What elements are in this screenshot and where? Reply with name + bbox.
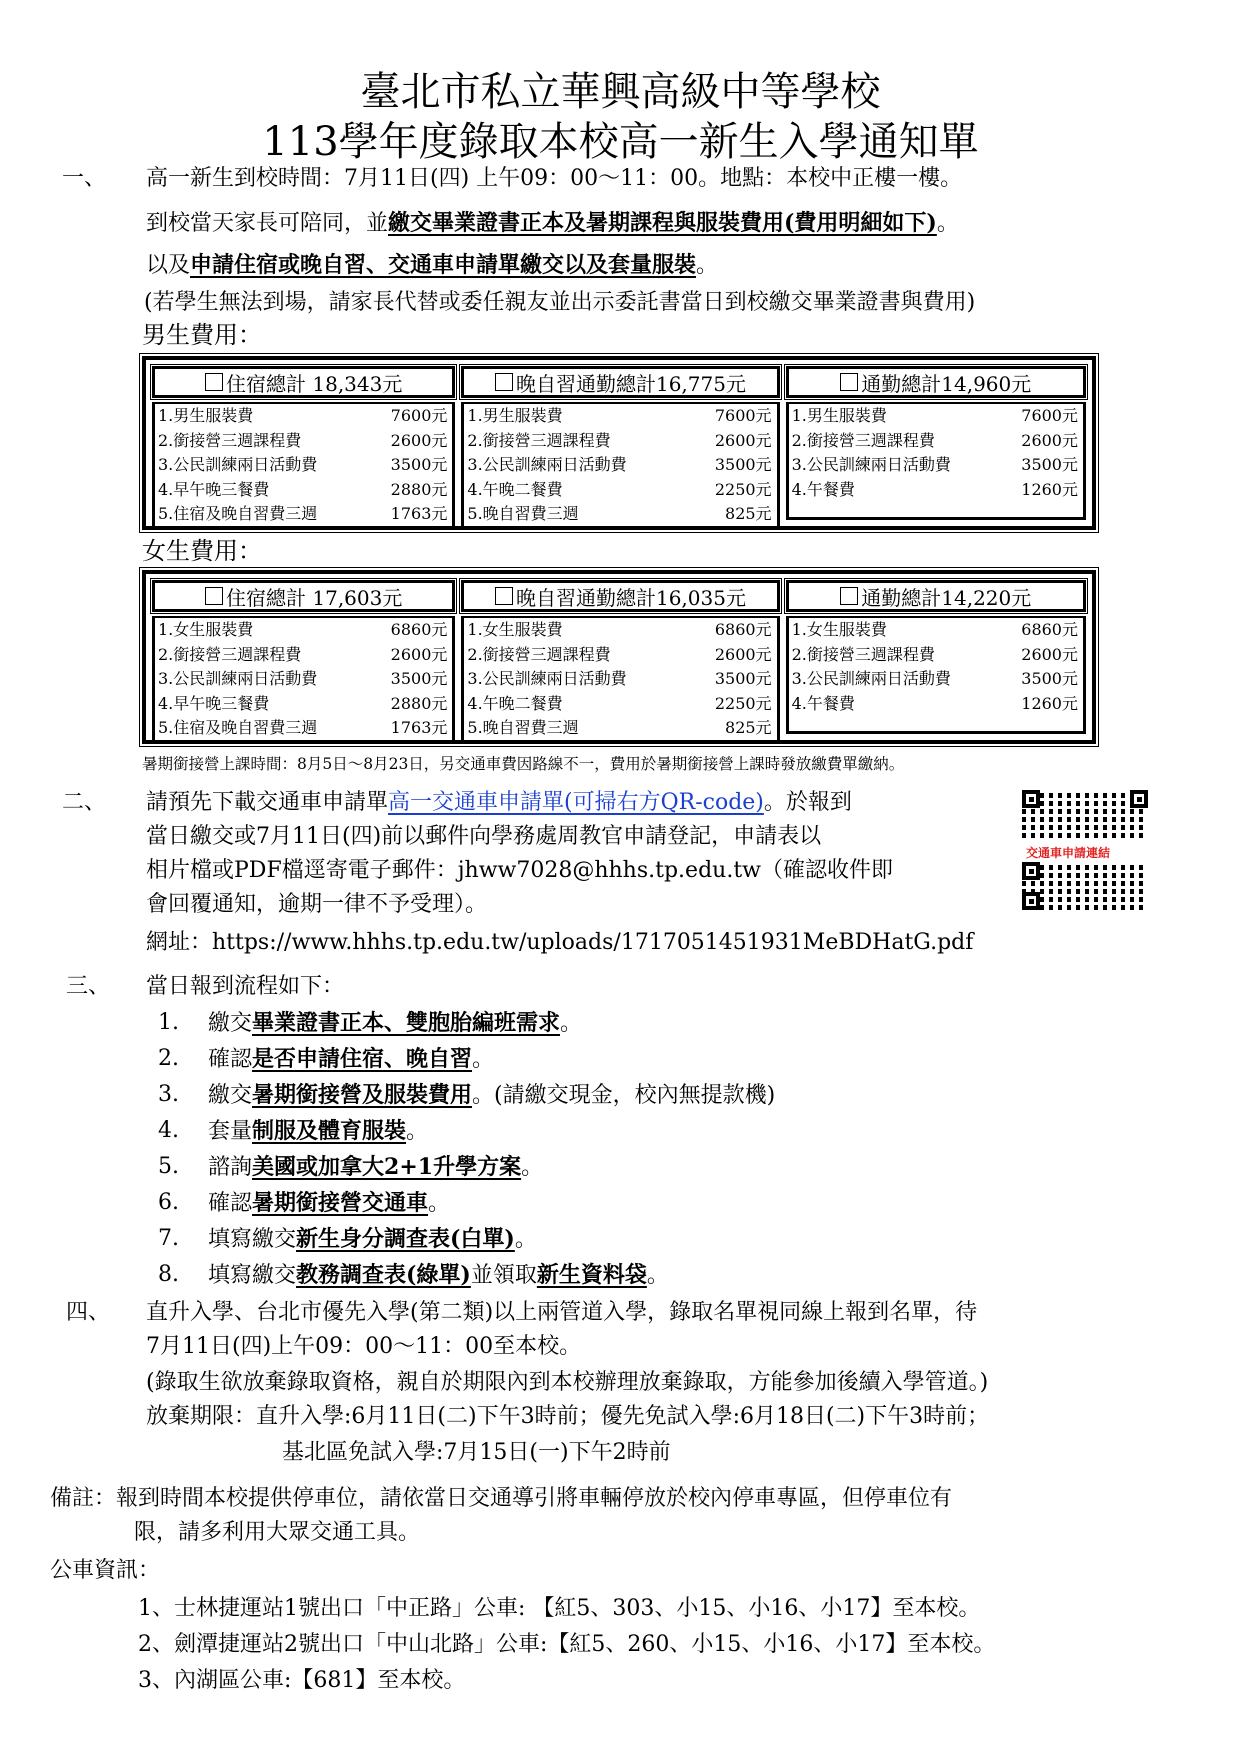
checkbox-icon [205,587,223,605]
fee-item-amount: 1260元 [1021,693,1078,713]
step-text: 填寫繳交新生身分調查表(白單)。 [208,1226,537,1252]
fee-item [158,643,449,668]
fee-item-name: 3.公民訓練兩日活動費 [467,455,627,475]
fee-item [158,692,449,717]
fee-item [467,502,773,527]
fee-item [467,404,773,429]
fee-column-title: 通勤總計14,220元 [786,580,1086,612]
fee-item-name: 1.女生服裝費 [791,620,887,639]
fee-item-amount: 2250元 [714,693,772,713]
fee-item-amount: 2250元 [714,479,772,499]
fee-item [792,618,1080,643]
qr-code-icon[interactable] [1022,862,1148,910]
bus-form-link[interactable]: 高一交通車申請單(可掃右方QR-code) [388,790,764,815]
checkbox-icon [205,373,223,391]
fee-item [467,478,773,503]
underlined-text: 制服及體育服裝 [252,1118,407,1144]
step-text: 套量制服及體育服裝。 [208,1118,429,1144]
fee-item-name: 3.公民訓練兩日活動費 [158,669,318,689]
fee-column [152,580,455,738]
fee-item-name: 1.男生服裝費 [791,406,887,425]
fee-items [786,402,1086,520]
fee-item-name: 2.銜接營三週課程費 [467,644,611,664]
section-3-heading: 當日報到流程如下： [146,974,345,999]
bus-route: 2、劍潭捷運站2號出口「中山北路」公車:【紅5、260、小15、小16、小17】至本校。 [138,1632,996,1657]
fee-item-name: 3.公民訓練兩日活動費 [791,669,951,689]
fee-item-amount: 6860元 [714,620,772,639]
fee-item-amount: 3500元 [390,669,448,689]
fee-item [158,716,449,741]
fee-item [467,429,773,454]
fee-items [461,616,779,744]
fee-item-name: 4.午晚二餐費 [467,479,563,499]
fee-item-amount: 2600元 [714,644,772,664]
fee-item-amount: 6860元 [390,620,448,639]
section-4-line4: 放棄期限：直升入學:6月11日(二)下午3時前；優先免試入學:6月18日(二)下午3時前； [146,1404,990,1429]
fee-item [467,692,773,717]
qr-finder-icon [1130,790,1148,808]
fee-column [461,580,779,738]
underlined-text: 美國或加拿大2+1升學方案 [252,1154,522,1180]
fee-item [792,429,1080,454]
fee-item-amount: 2600元 [390,430,448,450]
fee-column [786,580,1086,734]
underlined-text: 繳交畢業證書正本及暑期課程與服裝費用(費用明細如下) [388,210,937,236]
section-2-line2: 當日繳交或7月11日(四)前以郵件向學務處周教官申請登記，申請表以 [146,824,822,849]
step-number: 4. [158,1118,179,1143]
step-text: 繳交畢業證書正本、雙胞胎編班需求。 [208,1010,583,1036]
download-url: 網址：https://www.hhhs.tp.edu.tw/uploads/1717051451931MeBDHatG.pdf [146,930,974,955]
bus-route: 1、士林捷運站1號出口「中正路」公車: 【紅5、303、小15、小16、小17】至本校。 [138,1596,981,1621]
step-number: 8. [158,1262,179,1287]
fee-item-amount: 2880元 [390,479,448,499]
section-4-number: 四、 [66,1300,111,1325]
fee-items [461,402,779,530]
section-2-line3: 相片檔或PDF檔逕寄電子郵件：jhww7028@hhhs.tp.edu.tw（確認收件即 [146,858,893,883]
step-text: 確認是否申請住宿、晚自習。 [208,1046,495,1072]
qr-finder-icon [1022,790,1040,808]
fee-item [792,643,1080,668]
section-1-line2: 到校當天家長可陪同，並繳交畢業證書正本及暑期課程與服裝費用(費用明細如下)。 [146,210,959,236]
fee-item-name: 1.女生服裝費 [467,620,563,639]
fee-column-title: 通勤總計14,960元 [786,366,1086,398]
section-1-number: 一、 [62,166,107,191]
fee-item-amount: 3500元 [390,455,448,475]
section-1-line4: (若學生無法到場，請家長代替或委任親友並出示委託書當日到校繳交畢業證書與費用) [144,290,976,315]
fee-item-name: 3.公民訓練兩日活動費 [467,669,627,689]
underlined-text: 暑期銜接營交通車 [252,1190,429,1216]
fee-item-name: 4.早午晚三餐費 [158,479,270,499]
fee-item-amount: 825元 [725,718,772,738]
section-1-line3: 以及申請住宿或晚自習、交通車申請單繳交以及套量服裝。 [146,252,719,278]
fee-item-name: 2.銜接營三週課程費 [467,430,611,450]
underlined-text: 教務調查表(綠單) [296,1262,471,1288]
male-fees-table [142,356,1096,530]
fee-item-amount: 1763元 [390,718,448,738]
fee-item-name: 4.午餐費 [791,479,855,499]
section-1-line1: 高一新生到校時間：7月11日(四) 上午09：00～11：00。地點：本校中正樓一樓。 [146,166,963,191]
qr-finder-icon [1022,892,1040,910]
fee-item [792,667,1080,692]
fee-column-title: 晚自習通勤總計16,035元 [461,580,779,612]
fee-item-name: 5.晚自習費三週 [467,504,579,524]
section-4-line1: 直升入學、台北市優先入學(第二類)以上兩管道入學，錄取名單視同線上報到名單，待 [146,1300,978,1325]
summer-camp-note: 暑期銜接營上課時間：8月5日～8月23日，另交通車費因路線不一，費用於暑期銜接營上課時發放繳費單繳納。 [142,755,905,773]
remark-line2: 限，請多利用大眾交通工具。 [134,1520,421,1545]
fee-item [792,478,1080,503]
fee-items [786,616,1086,734]
fee-item [158,453,449,478]
fee-item-name: 1.男生服裝費 [467,406,563,425]
underlined-text: 申請住宿或晚自習、交通車申請單繳交以及套量服裝 [190,252,697,278]
step-text: 諮詢美國或加拿大2+1升學方案。 [208,1154,544,1180]
fee-item-name: 1.女生服裝費 [158,620,254,639]
fee-item [467,453,773,478]
fee-item-name: 5.住宿及晚自習費三週 [158,504,318,524]
fee-item-amount: 1763元 [390,504,448,524]
bus-route: 3、內湖區公車:【681】至本校。 [138,1668,466,1693]
notice-title: 113學年度錄取本校高一新生入學通知單 [262,119,979,165]
fee-item-amount: 825元 [725,504,772,524]
step-number: 2. [158,1046,179,1071]
fee-item-amount: 7600元 [390,406,448,425]
section-4-line3: (錄取生欲放棄錄取資格，親自於期限內到本校辦理放棄錄取，方能參加後續入學管道。) [146,1370,989,1395]
fee-item [158,502,449,527]
underlined-text: 新生身分調查表(白單) [296,1226,515,1252]
fee-items [152,402,455,530]
fee-column-title: 晚自習通勤總計16,775元 [461,366,779,398]
fee-item-amount: 2880元 [390,693,448,713]
fee-item-amount: 7600元 [714,406,772,425]
fee-item-name: 5.晚自習費三週 [467,718,579,738]
step-number: 7. [158,1226,179,1251]
fee-item [158,667,449,692]
step-number: 1. [158,1010,179,1035]
fee-item [792,404,1080,429]
fee-item [792,692,1080,717]
fee-item-amount: 2600元 [1021,644,1078,664]
section-4-line5: 基北區免試入學:7月15日(一)下午2時前 [282,1440,671,1465]
fee-item-amount: 1260元 [1021,479,1078,499]
fee-item [467,643,773,668]
fee-item-name: 4.午晚二餐費 [467,693,563,713]
underlined-text: 畢業證書正本、雙胞胎編班需求 [252,1010,561,1036]
step-number: 6. [158,1190,179,1215]
school-title: 臺北市私立華興高級中等學校 [360,69,881,115]
fee-item-amount: 3500元 [714,669,772,689]
fee-item-name: 2.銜接營三週課程費 [158,430,302,450]
female-fees-label: 女生費用： [142,537,262,565]
fee-item-name: 4.午餐費 [791,693,855,713]
fee-item-amount: 3500元 [714,455,772,475]
checkbox-icon [840,373,858,391]
qr-finder-icon [1022,862,1040,880]
fee-item-amount: 3500元 [1021,455,1078,475]
checkbox-icon [495,587,513,605]
qr-caption: 交通車申請連結 [1026,846,1111,860]
fee-column-title: 住宿總計 18,343元 [152,366,455,398]
fee-column-title: 住宿總計 17,603元 [152,580,455,612]
fee-item-amount: 2600元 [1021,430,1078,450]
fee-item [467,667,773,692]
fee-item-name: 5.住宿及晚自習費三週 [158,718,318,738]
fee-item [467,618,773,643]
section-2-line1: 請預先下載交通車申請單高一交通車申請單(可掃右方QR-code)。於報到 [146,790,852,815]
fee-item-amount: 2600元 [714,430,772,450]
step-number: 3. [158,1082,179,1107]
section-2-number: 二、 [62,790,107,815]
checkbox-icon [495,373,513,391]
fee-item-name: 3.公民訓練兩日活動費 [791,455,951,475]
fee-item-name: 2.銜接營三週課程費 [791,644,935,664]
fee-item [158,478,449,503]
fee-item [158,618,449,643]
fee-item-amount: 3500元 [1021,669,1078,689]
female-fees-table [142,570,1096,744]
remark-line1: 備註：報到時間本校提供停車位，請依當日交通導引將車輛停放於校內停車專區，但停車位有 [50,1486,953,1511]
fee-item-name: 2.銜接營三週課程費 [158,644,302,664]
fee-item-name: 2.銜接營三週課程費 [791,430,935,450]
section-3-number: 三、 [66,974,111,999]
section-2-line4: 會回覆通知，逾期一律不予受理）。 [146,892,488,917]
fee-item-amount: 6860元 [1021,620,1078,639]
fee-item-amount: 7600元 [1021,406,1078,425]
step-text: 繳交暑期銜接營及服裝費用。(請繳交現金，校內無提款機) [208,1082,776,1108]
underlined-text: 新生資料袋 [536,1262,647,1288]
section-4-line2: 7月11日(四)上午09：00～11：00至本校。 [146,1334,582,1359]
fee-item [158,429,449,454]
fee-items [152,616,455,744]
step-number: 5. [158,1154,179,1179]
underlined-text: 是否申請住宿、晚自習 [252,1046,473,1072]
fee-item-name: 3.公民訓練兩日活動費 [158,455,318,475]
checkbox-icon [840,587,858,605]
fee-item [792,453,1080,478]
male-fees-label: 男生費用： [142,321,262,349]
fee-item [158,404,449,429]
fee-item-name: 4.早午晚三餐費 [158,693,270,713]
step-text: 確認暑期銜接營交通車。 [208,1190,451,1216]
underlined-text: 暑期銜接營及服裝費用 [252,1082,473,1108]
fee-column [461,366,779,524]
bus-info-heading: 公車資訊： [50,1558,161,1583]
fee-item [467,716,773,741]
fee-item-name: 1.男生服裝費 [158,406,254,425]
step-text: 填寫繳交教務調查表(綠單)並領取新生資料袋。 [208,1262,669,1288]
fee-column [786,366,1086,520]
fee-item-amount: 2600元 [390,644,448,664]
fee-column [152,366,455,524]
